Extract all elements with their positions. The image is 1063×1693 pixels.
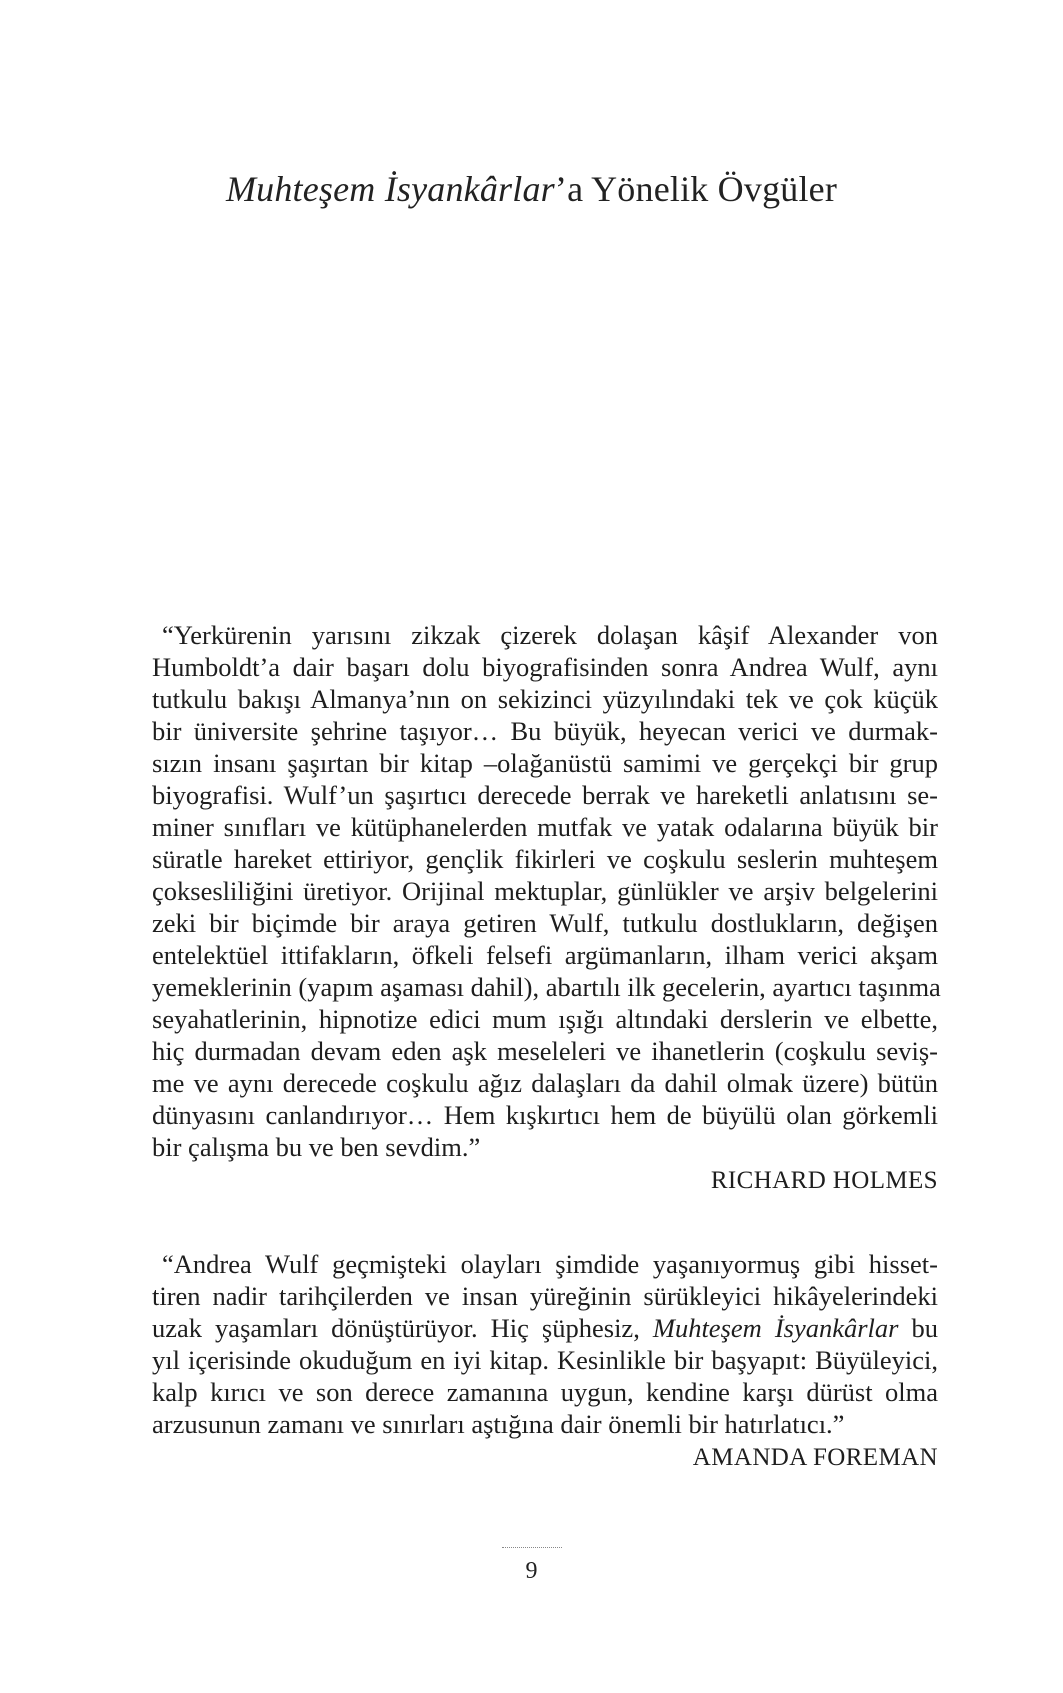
- quote-line: seyahatlerinin, hipnotize edici mum ışığı altındaki derslerin ve elbette,: [152, 1004, 938, 1034]
- quote-line: miner sınıfları ve kütüphanelerden mutfak ve yatak odalarına büyük bir: [152, 812, 938, 842]
- quote-line: “Yerkürenin yarısını zikzak çizerek dolaşan kâşif Alexander von: [162, 620, 938, 650]
- quote-line: entelektüel ittifakların, öfkeli felsefi argümanların, ilham verici akşam: [152, 940, 938, 970]
- quote-author: RICHARD HOLMES: [710, 1167, 938, 1194]
- quote-line: zeki bir biçimde bir araya getiren Wulf, tutkulu dostlukların, değişen: [152, 908, 938, 938]
- page-number-ornament: [502, 1547, 562, 1550]
- quote-line: sızın insanı şaşırtan bir kitap –olağanüstü samimi ve gerçekçi bir grup: [152, 748, 938, 778]
- page-title-italic: Muhteşem İsyankârlar: [225, 169, 555, 209]
- quote-text: bu: [898, 1313, 939, 1343]
- quote-line: bir üniversite şehrine taşıyor… Bu büyük, heyecan verici ve durmak-: [152, 716, 938, 746]
- quote-text: uzak yaşamları dönüştürüyor. Hiç şüphesiz,: [152, 1313, 640, 1343]
- quote-line: tutkulu bakışı Almanya’nın on sekizinci yüzyılındaki tek ve çok küçük: [152, 684, 938, 714]
- quote-line-with-italic: [152, 1312, 938, 1344]
- page-number: 9: [525, 1558, 538, 1584]
- quote-line: yıl içerisinde okuduğum en iyi kitap. Kesinlikle bir başyapıt: Büyüleyici,: [152, 1345, 938, 1375]
- quote-line: kalp kırıcı ve son derece zamanına uygun, kendine karşı dürüst olma: [152, 1377, 938, 1407]
- quote-line: yemeklerinin (yapım aşaması dahil), abartılı ilk gecelerin, ayartıcı taşınma: [152, 972, 941, 1002]
- praise-quote-2: [152, 1248, 938, 1474]
- quote-author: AMANDA FOREMAN: [692, 1444, 938, 1471]
- quote-line: tiren nadir tarihçilerden ve insan yüreğinin sürükleyici hikâyelerindeki: [152, 1281, 938, 1311]
- quote-line: me ve aynı derecede coşkulu ağız dalaşları da dahil olmak üzere) bütün: [152, 1068, 938, 1098]
- quote-line: “Andrea Wulf geçmişteki olayları şimdide yaşanıyormuş gibi hisset-: [162, 1249, 938, 1279]
- quote-line: süratle hareket ettiriyor, gençlik fikirleri ve coşkulu seslerin muhteşem: [152, 844, 938, 874]
- page-title: [0, 168, 1063, 210]
- quote-line: dünyasını canlandırıyor… Hem kışkırtıcı hem de büyülü olan görkemli: [152, 1100, 938, 1130]
- quote-line: biyografisi. Wulf’un şaşırtıcı derecede berrak ve hareketli anlatısını se-: [152, 780, 938, 810]
- quote-line: Humboldt’a dair başarı dolu biyografisinden sonra Andrea Wulf, aynı: [152, 652, 938, 682]
- quote-line: çoksesliliğini üretiyor. Orijinal mektuplar, günlükler ve arşiv belgelerini: [152, 876, 938, 906]
- quote-line: arzusunun zamanı ve sınırları aştığına dair önemli bir hatırlatıcı.”: [152, 1409, 845, 1439]
- quote-line: hiç durmadan devam eden aşk meseleleri ve ihanetlerin (coşkulu seviş-: [152, 1036, 938, 1066]
- page-title-rest: ’a Yönelik Övgüler: [554, 169, 838, 209]
- book-title-italic: Muhteşem İsyankârlar: [652, 1313, 899, 1343]
- quote-line: bir çalışma bu ve ben sevdim.”: [152, 1132, 481, 1162]
- praise-quote-1: [152, 619, 941, 1197]
